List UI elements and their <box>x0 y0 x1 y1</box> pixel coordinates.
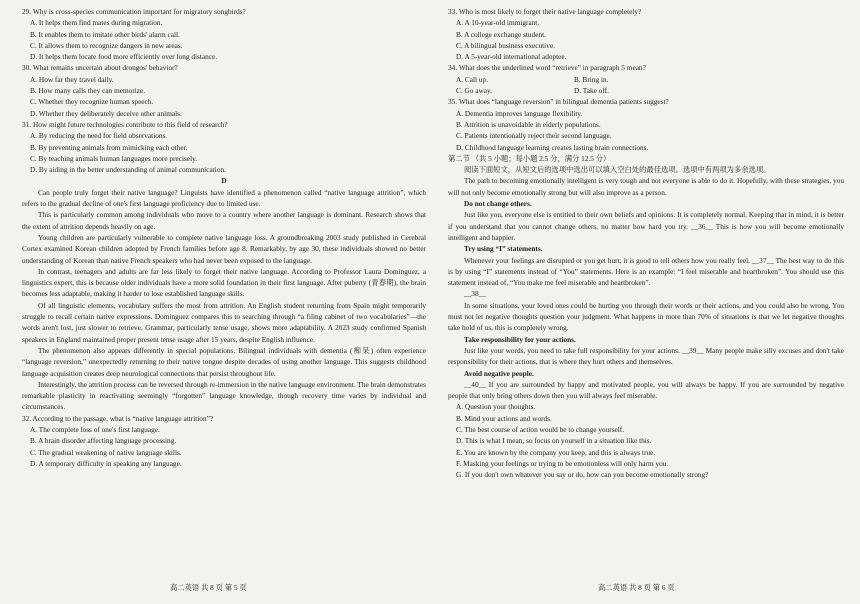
passage-paragraph: The phenomenon also appears differently in special populations. Bilingual individuals with dementia (痴呆) often experience “language reversion,” unexpectedly returning to their native tongue despite decades of using another language. This suggests childhood language acquisition creates deep neurological connections that persist throughout life. <box>22 345 426 378</box>
cloze-option-c: C. The best course of action would be to change yourself. <box>456 424 625 434</box>
question-34-option-d: D. Take off. <box>574 86 609 96</box>
cloze-heading-3: Take responsibility for your actions. <box>464 334 576 344</box>
question-32-option-a: A. The complete loss of one's first language. <box>30 424 160 434</box>
passage-d-heading: D <box>221 176 227 186</box>
question-35-stem: 35. What does “language reversion” in bilingual dementia patients suggest? <box>448 97 669 107</box>
right-page <box>448 6 844 480</box>
question-34-option-b: B. Bring in. <box>574 74 609 84</box>
cloze-option-b: B. Mind your actions and words. <box>456 413 552 423</box>
question-30-option-b: B. How many calls they can memorize. <box>30 86 146 96</box>
cloze-option-g: G. If you don't own whatever you say or do, how can you become emotionally strong? <box>456 470 709 480</box>
passage-paragraph: Interestingly, the attrition process can be reversed through re-immersion in the native language environment. The brain demonstrates remarkable plasticity in reactivating seemingly “forgotten” language knowledge, though recovery time varies by individual and circumstances. <box>22 379 426 412</box>
passage-paragraph: Can people truly forget their native language? Linguists have identified a phenomenon called “native language attrition”, which refers to the gradual decline of one's first language proficiency due to limited use. <box>22 187 426 209</box>
question-29-option-b: B. It enables them to imitate other birds' alarm call. <box>30 29 180 39</box>
left-page-footer: 高二英语 共 8 页 第 5 页 <box>170 583 247 592</box>
question-30-option-c: C. Whether they recognize human speech. <box>30 97 154 107</box>
cloze-intro: The path to becoming emotionally intelligent is very tough and not everyone is able to do it. Hopefully, with these strategies, you will not only become emotionally strong but will also improve as a person. <box>448 176 844 197</box>
question-31-option-a: A. By reducing the need for field observations. <box>30 131 168 141</box>
question-34-option-c: C. Go away. <box>456 86 493 96</box>
cloze-paragraph-1: Just like you, everyone else is entitled to their own beliefs and opinions. It is completely normal. Keeping that in mind, it is better if you understand that you cannot change others, no matter how hard you try. __36__ This is how you will become emotionally intelligent and happier. <box>448 210 844 242</box>
right-page-footer: 高二英语 共 8 页 第 6 页 <box>598 583 675 592</box>
cloze-option-f: F. Masking your feelings or trying to be emotionless will only harm you. <box>456 458 669 468</box>
question-34-stem: 34. What does the underlined word “retrieve” in paragraph 5 mean? <box>448 63 646 73</box>
cloze-paragraph-5: __40__ If you are surrounded by happy and motivated people, you will always be happy. If you are surrounded by negative people that only bring others down then you will always feel miserable. <box>448 379 844 401</box>
question-29-option-c: C. It allows them to recognize dangers in new areas. <box>30 40 183 50</box>
question-29-stem: 29. Why is cross-species communication important for migratory songbirds? <box>22 7 246 16</box>
cloze-heading-2: Try using “I” statements. <box>464 244 543 254</box>
question-34-option-a: A. Call up. <box>456 74 489 84</box>
question-31-stem: 31. How might future technologies contribute to this field of research? <box>22 119 228 129</box>
section-2-instruction: 阅读下面短文，从短文后的选项中选出可以填入空白处的最佳选项。选项中有两项为多余选项。 <box>464 165 771 175</box>
question-33-option-d: D. A 5-year-old international adoptee. <box>456 52 567 62</box>
passage-paragraph: Young children are particularly vulnerable to complete native language loss. A groundbreaking 2003 study published in Cerebral Cortex examined Korean children adopted by French families before age 8. Remarkably, by age 30, these individuals showed no better understanding of Korean than native French speakers who had never been exposed to the language. <box>22 232 426 265</box>
question-34-options-row-1 <box>448 74 844 85</box>
question-32-option-b: B. A brain disorder affecting language processing. <box>30 436 177 446</box>
question-33-stem: 33. Who is most likely to forget their native language completely? <box>448 7 642 16</box>
cloze-blank-38: __38__ <box>464 289 486 299</box>
question-33-option-b: B. A college exchange student. <box>456 29 546 39</box>
question-33-option-a: A. A 10-year-old immigrant. <box>456 18 540 28</box>
cloze-heading-1: Do not change others. <box>464 199 532 209</box>
question-35-option-d: D. Childhood language learning creates lasting brain connections. <box>456 142 649 152</box>
question-33-option-c: C. A bilingual business executive. <box>456 40 555 50</box>
passage-paragraph: Of all linguistic elements, vocabulary suffers the most from attrition. An English student returning from Spain might temporarily struggle to recall certain native expressions. Dominguez compares this to searching through “a filing cabinet of two vocabularies”—the words aren't lost, just slower to retrieve. Grammar, particularly tense usage, shows more adaptability. A 2023 study confirmed Spanish speakers in England maintained proper present tense usage after 15 years, despite English influence. <box>22 300 426 344</box>
left-page <box>22 6 426 469</box>
question-29-option-a: A. It helps them find mates during migration. <box>30 18 163 28</box>
cloze-option-e: E. You are known by the company you keep, and this is always true. <box>456 447 656 457</box>
question-30-option-a: A. How far they travel daily. <box>30 74 114 84</box>
cloze-option-a: A. Question your thoughts. <box>456 402 536 412</box>
question-35-option-b: B. Attrition is unavoidable in elderly populations. <box>456 119 601 129</box>
question-30-option-d: D. Whether they deliberately deceive other animals. <box>30 108 182 118</box>
question-32-stem: 32. According to the passage, what is “native language attrition”? <box>22 413 214 423</box>
cloze-paragraph-2: Whenever your feelings are disrupted or you get hurt, it is good to tell others how you really feel. __37__ The best way to do this is by using “I” statements instead of “You” statements. Here is an example: “I feel miserable and heartbroken”. You should use this statement instead of, “You make me feel miserable and heartbroken”. <box>448 255 844 288</box>
cloze-paragraph-3: In some situations, your loved ones could be hurting you through their words or their actions, and you could also be wrong. You must not let negative thoughts question your judgment. What happens in more than 70% of situations is that we let negative thoughts take hold of us, this is completely wrong. <box>448 300 844 333</box>
cloze-paragraph-4: Just like your words, you need to take full responsibility for your actions. __39__ Many people make silly excuses and don't take responsibility for their actions, that is where they hurt others and themselves. <box>448 345 844 367</box>
cloze-heading-4: Avoid negative people. <box>464 368 534 378</box>
section-2-heading: 第二节 （共 5 小题；每小题 2.5 分，满分 12.5 分） <box>448 153 611 163</box>
question-35-option-a: A. Dementia improves language flexibility. <box>456 108 583 118</box>
question-32-option-d: D. A temporary difficulty in speaking any language. <box>30 458 182 468</box>
cloze-option-d: D. This is what I mean, so focus on yourself in a situation like this. <box>456 436 652 446</box>
passage-paragraph: In contrast, teenagers and adults are far less likely to forget their native language. According to Professor Laura Dominguez, a linguistics expert, this is because older individuals have a more solid foundation in their first language. After puberty (青春期), the brain becomes less adaptable, making it harder to lose established language skills. <box>22 266 426 299</box>
question-30-stem: 30. What remains uncertain about drongos' behavior? <box>22 63 178 73</box>
question-31-option-d: D. By aiding in the better understanding of animal communication. <box>30 165 226 175</box>
passage-paragraph: This is particularly common among individuals who move to a country where another language is dominant. Research shows that the extent of attrition depends heavily on age. <box>22 210 426 231</box>
question-31-option-b: B. By preventing animals from mimicking each other. <box>30 142 188 152</box>
question-32-option-c: C. The gradual weakening of native language skills. <box>30 447 182 457</box>
question-34-options-row-2 <box>448 85 844 96</box>
question-29-option-d: D. It helps them locate food more efficiently over long distance. <box>30 52 218 62</box>
question-35-option-c: C. Patients intentionally reject their second language. <box>456 131 612 141</box>
question-31-option-c: C. By teaching animals human languages more precisely. <box>30 153 198 163</box>
